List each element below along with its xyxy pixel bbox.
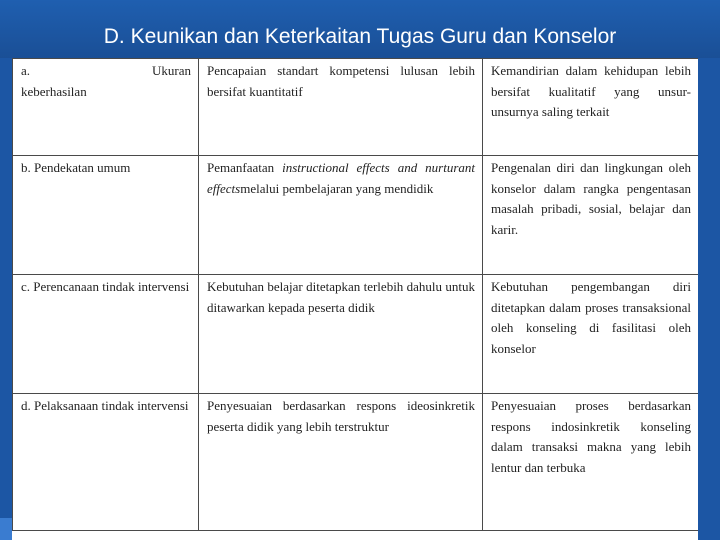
comparison-table [12,58,698,531]
left-accent-bar [0,58,12,540]
konselor-cell: Pengenalan diri dan lingkungan oleh konselor dalam rangka pengentasan masalah pribadi, sosial, belajar dan karir. [483,156,699,275]
table-row [13,394,699,531]
right-accent-bar [698,58,720,540]
guru-cell [199,156,483,275]
konselor-cell: Kebutuhan pengembangan diri ditetapkan dalam proses transaksional oleh konseling di fasilitasi oleh konselor [483,275,699,394]
guru-text-post: melalui pembelajaran yang mendidik [240,180,434,196]
konselor-cell: Kemandirian dalam kehidupan lebih bersifat kualitatif yang unsur-unsurnya saling terkait [483,59,699,156]
guru-cell: Kebutuhan belajar ditetapkan terlebih dahulu untuk ditawarkan kepada peserta didik [199,275,483,394]
comparison-table-container [12,58,698,540]
table-row [13,156,699,275]
aspect-cell: c. Perencanaan tindak intervensi [13,275,199,394]
guru-text-italic: instructional effects and nurturant effects [207,160,475,196]
slide-title: D. Keunikan dan Keterkaitan Tugas Guru dan Konselor [103,25,617,48]
left-accent-corner [0,518,12,540]
table-row [13,59,699,156]
guru-cell: Pencapaian standart kompetensi lulusan lebih bersifat kuantitatif [199,59,483,156]
title-bar [0,0,720,58]
aspect-cell: b. Pendekatan umum [13,156,199,275]
aspect-word: Ukuran [152,63,191,78]
aspect-cell: d. Pelaksanaan tindak intervensi [13,394,199,531]
guru-cell: Penyesuaian berdasarkan respons ideosinkretik peserta didik yang lebih terstruktur [199,394,483,531]
konselor-cell: Penyesuaian proses berdasarkan respons indosinkretik konseling dalam transaksi makna yang lebih lentur dan terbuka [483,394,699,531]
aspect-rest: keberhasilan [21,83,87,99]
table-row [13,275,699,394]
guru-text-pre: Pemanfaatan [207,160,283,175]
aspect-prefix: a. [21,63,31,78]
aspect-cell [13,59,199,156]
